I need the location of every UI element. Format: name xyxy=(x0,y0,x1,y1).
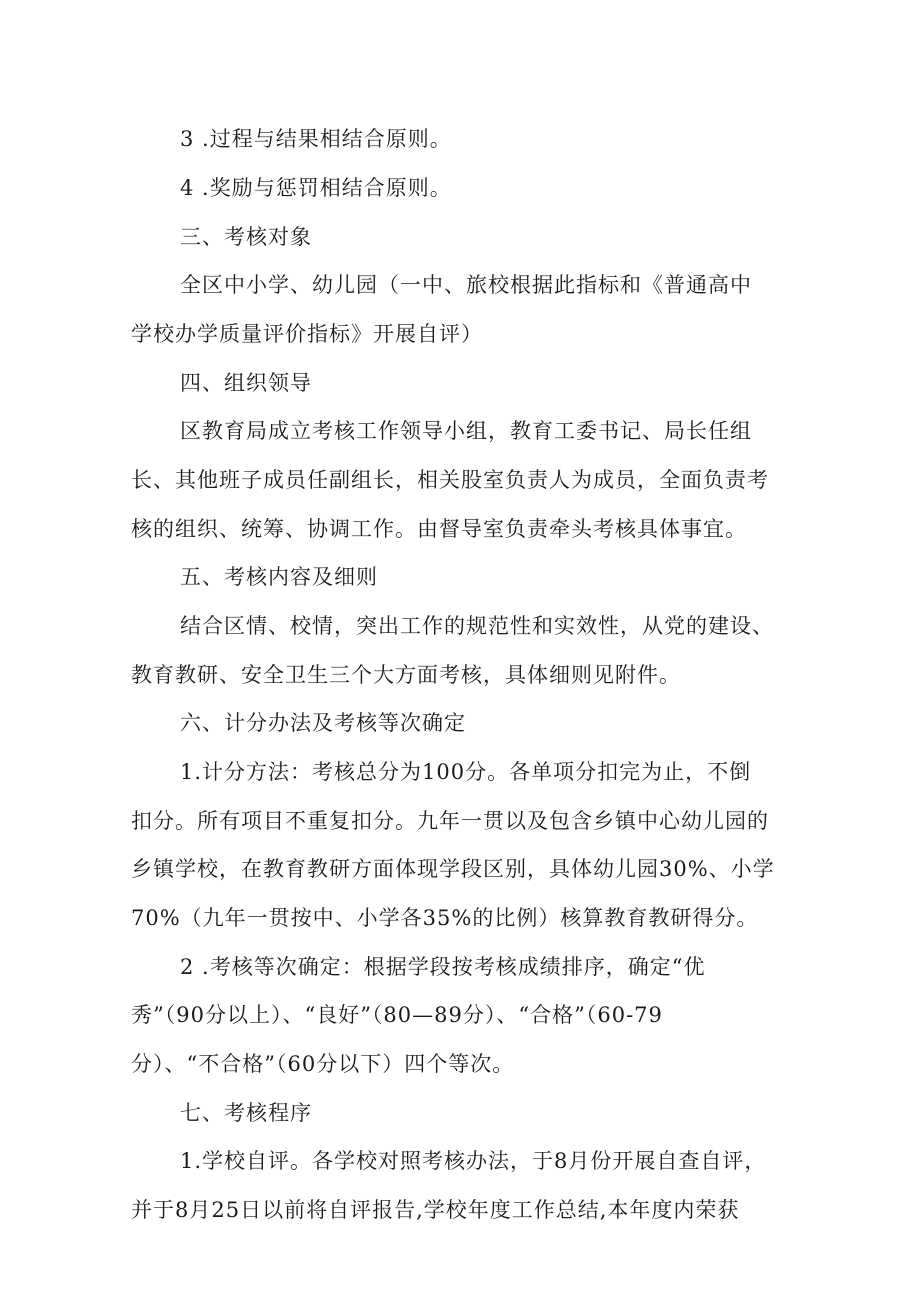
paragraph-line: 分）、“不合格”（60分以下）四个等次。 xyxy=(131,1052,515,1076)
paragraph-line: 1.计分方法：考核总分为100分。各单项分扣完为止，不倒 xyxy=(180,760,752,784)
paragraph-line: 1.学校自评。各学校对照考核办法，于8月份开展自查自评， xyxy=(180,1149,767,1173)
paragraph-line: 结合区情、校情，突出工作的规范性和实效性，从党的建设、 xyxy=(180,614,774,638)
principle-3: 3 .过程与结果相结合原则。 xyxy=(180,127,452,151)
section-heading-6: 六、计分办法及考核等次确定 xyxy=(180,711,466,735)
paragraph-line: 长、其他班子成员任副组长，相关股室负责人为成员，全面负责考 xyxy=(131,468,769,492)
section-heading-3: 三、考核对象 xyxy=(180,225,312,249)
paragraph-line: 核的组织、统筹、协调工作。由督导室负责牵头考核具体事宜。 xyxy=(131,517,747,541)
paragraph-line: 秀”（90分以上）、“良好”（80—89分）、“合格”（60-79 xyxy=(131,1003,663,1027)
paragraph-line: 扣分。所有项目不重复扣分。九年一贯以及包含乡镇中心幼儿园的 xyxy=(131,809,769,833)
section-heading-7: 七、考核程序 xyxy=(180,1101,312,1125)
paragraph-line: 并于8月25日以前将自评报告,学校年度工作总结,本年度内荣获 xyxy=(131,1198,740,1222)
paragraph-line: 全区中小学、幼儿园（一中、旅校根据此指标和《普通高中 xyxy=(180,273,752,297)
paragraph-line: 区教育局成立考核工作领导小组，教育工委书记、局长任组 xyxy=(180,419,752,443)
paragraph-line: 乡镇学校，在教育教研方面体现学段区别，具体幼儿园30%、小学 xyxy=(131,857,775,881)
section-heading-5: 五、考核内容及细则 xyxy=(180,565,378,589)
paragraph-line: 教育教研、安全卫生三个大方面考核，具体细则见附件。 xyxy=(131,663,681,687)
paragraph-line: 学校办学质量评价指标》开展自评） xyxy=(131,322,483,346)
section-heading-4: 四、组织领导 xyxy=(180,371,312,395)
paragraph-line: 2 .考核等次确定：根据学段按考核成绩排序，确定“优 xyxy=(180,955,706,979)
paragraph-line: 70%（九年一贯按中、小学各35%的比例）核算教育教研得分。 xyxy=(131,906,759,930)
principle-4: 4 .奖励与惩罚相结合原则。 xyxy=(180,176,452,200)
